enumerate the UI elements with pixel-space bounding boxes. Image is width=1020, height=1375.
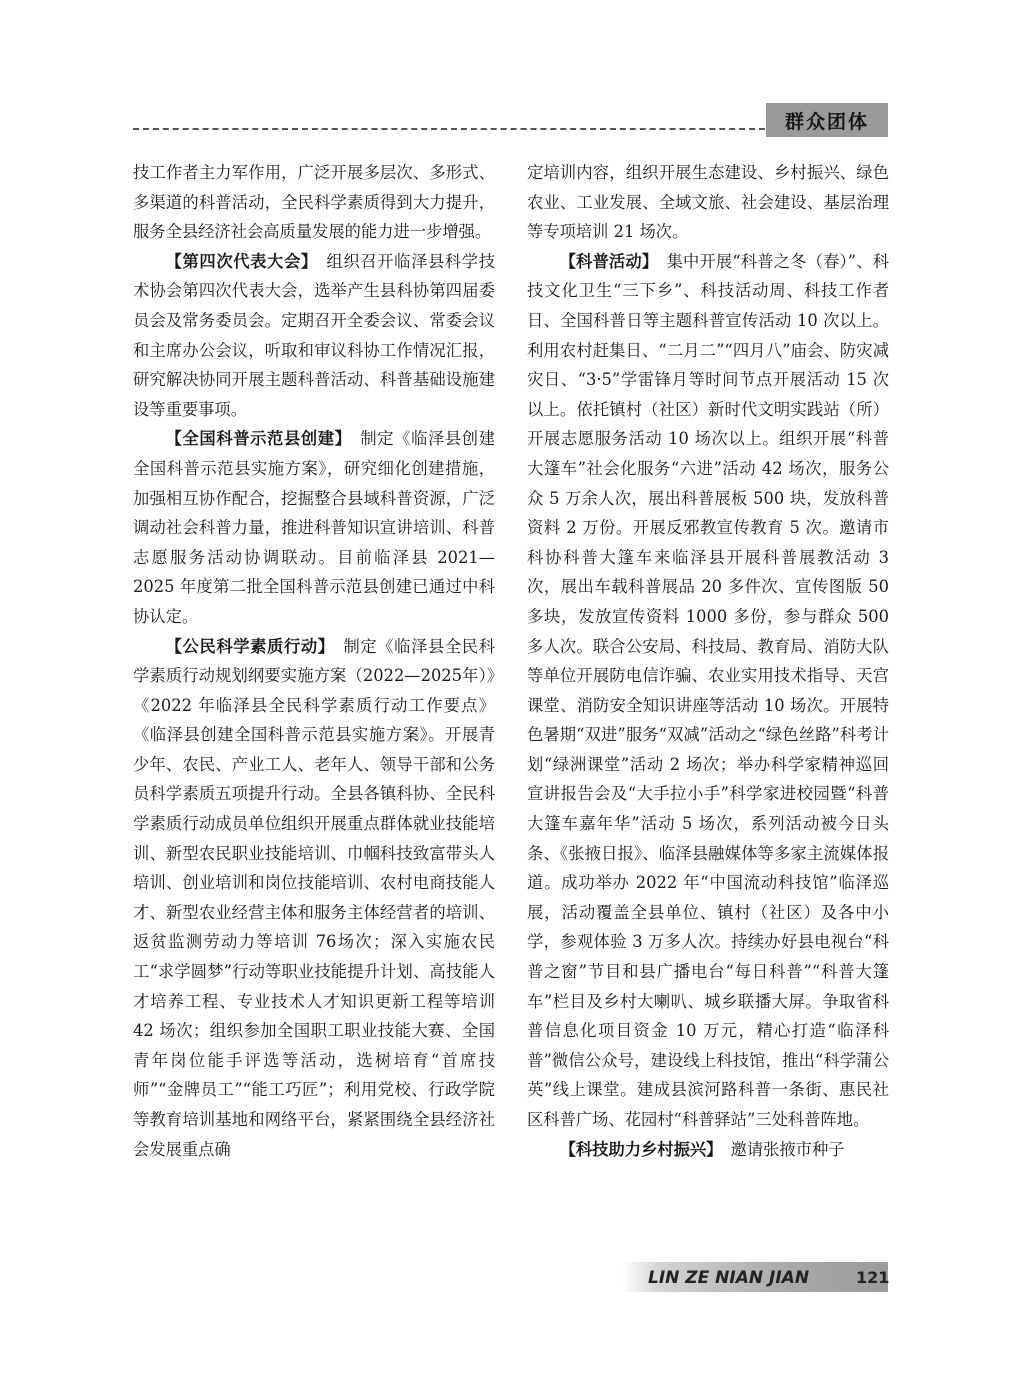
section-text: 邀请张掖市种子: [714, 1139, 845, 1159]
section-text: 制定《临泽县全民科学素质行动规划纲要实施方案（2022—2025年）》《2022 年临泽县全民科学素质行动工作要点》《临泽县创建全国科普示范县实施方案》。开展青少年、农民、产业工人、老年人、领导干部和公务员科学素质五项提升行动。全县各镇科协、全民科学素质行动成员单位组织开展重点群体就业技能培训、新型农民职业技能培训、巾帼科技致富带头人培训、创业培训和岗位技能培训、农村电商技能人才、新型农业经营主体和服务主体经营者的培训、返贫监测劳动力等培训 76场次；深入实施农民工“求学圆梦”行动等职业技能提升计划、高技能人才培养工程、专业技术人才知识更新工程等培训 42 场次；组织参加全国职工职业技能大赛、全国青年岗位能手评选等活动，选树培育“首席技师”“金牌员工”“能工巧匠”；利用党校、行政学院等教育培训基地和网络平台，紧紧围绕全县经济社会发展重点确: [133, 636, 495, 1159]
section-title: 群众团体: [766, 103, 888, 137]
right-column: [527, 158, 889, 1164]
section-rural-revitalization: [527, 1135, 889, 1165]
section-science-activities: [527, 247, 889, 1135]
section-science-literacy: [133, 632, 495, 1165]
section-heading: 【第四次代表大会】: [165, 251, 310, 271]
left-column: [133, 158, 495, 1164]
section-text: 集中开展“科普之冬（春）”、科技文化卫生“三下乡”、科技活动周、科技工作者日、全国科普日等主题科普宣传活动 10 次以上。利用农村赶集日、“二月二”“四月八”庙会、防灾减灾日、“3·5”学雷锋月等时间节点开展活动 15 次以上。依托镇村（社区）新时代文明实践站（所）开展志愿服务活动 10 场次以上。组织开展“科普大篷车”社会化服务“六进”活动 42 场次，服务公众 5 万余人次，展出科普展板 500 块，发放科普资料 2 万份。开展反邪教宣传教育 5 次。邀请市科协科普大篷车来临泽县开展科普展教活动 3 次，展出车载科普展品 20 多件次、宣传图版 50 多块，发放宣传资料 1000 多份，参与群众 500 多人次。联合公安局、科技局、教育局、消防大队等单位开展防电信诈骗、农业实用技术指导、天宫课堂、消防安全知识讲座等活动 10 场次。开展特色暑期“双进”服务“双减”活动之“绿色丝路”科考计划“绿洲课堂”活动 2 场次；举办科学家精神巡回宣讲报告会及“大手拉小手”科学家进校园暨“科普大篷车嘉年华”活动 5 场次，系列活动被今日头条、《张掖日报》、临泽县融媒体等多家主流媒体报道。成功举办 2022 年“中国流动科技馆”临泽巡展，活动覆盖全县单位、镇村（社区）及各中小学，参观体验 3 万多人次。持续办好县电视台“科普之窗”节目和县广播电台“每日科普”“科普大篷车”栏目及乡村大喇叭、城乡联播大屏。争取省科普信息化项目资金 10 万元，精心打造“临泽科普”微信公众号，建设线上科技馆，推出“科学蒲公英”线上课堂。建成县滨河路科普一条街、惠民社区科普广场、花园村“科普驿站”三处科普阵地。: [527, 251, 889, 1129]
section-heading: 【科普活动】: [559, 251, 651, 271]
page-number: 121: [856, 1268, 890, 1287]
section-fourth-congress: [133, 247, 495, 425]
section-heading: 【全国科普示范县创建】: [165, 429, 344, 449]
section-heading: 【科技助力乡村振兴】: [559, 1139, 715, 1159]
section-heading: 【公民科学素质行动】: [165, 636, 327, 656]
section-demo-county: [133, 424, 495, 631]
header-divider: [133, 128, 765, 130]
footer-title: LIN ZE NIAN JIAN: [648, 1268, 810, 1288]
section-text: 组织召开临泽县科学技术协会第四次代表大会，选举产生县科协第四届委员会及常务委员会。定期召开全委会议、常委会议和主席办公会议，听取和审议科协工作情况汇报，研究解决协同开展主题科普活动、科普基础设施建设等重要事项。: [133, 251, 495, 419]
section-text: 制定《临泽县创建全国科普示范县实施方案》，研究细化创建措施，加强相互协作配合，挖掘整合县域科普资源，广泛调动社会科普力量，推进科普知识宣讲培训、科普志愿服务活动协调联动。目前临泽县 2021—2025 年度第二批全国科普示范县创建已通过中科协认定。: [133, 429, 495, 626]
paragraph: 定培训内容，组织开展生态建设、乡村振兴、绿色农业、工业发展、全域文旅、社会建设、基层治理等专项培训 21 场次。: [527, 163, 889, 242]
paragraph: 技工作者主力军作用，广泛开展多层次、多形式、多渠道的科普活动，全民科学素质得到大力提升，服务全县经济社会高质量发展的能力进一步增强。: [133, 163, 495, 242]
